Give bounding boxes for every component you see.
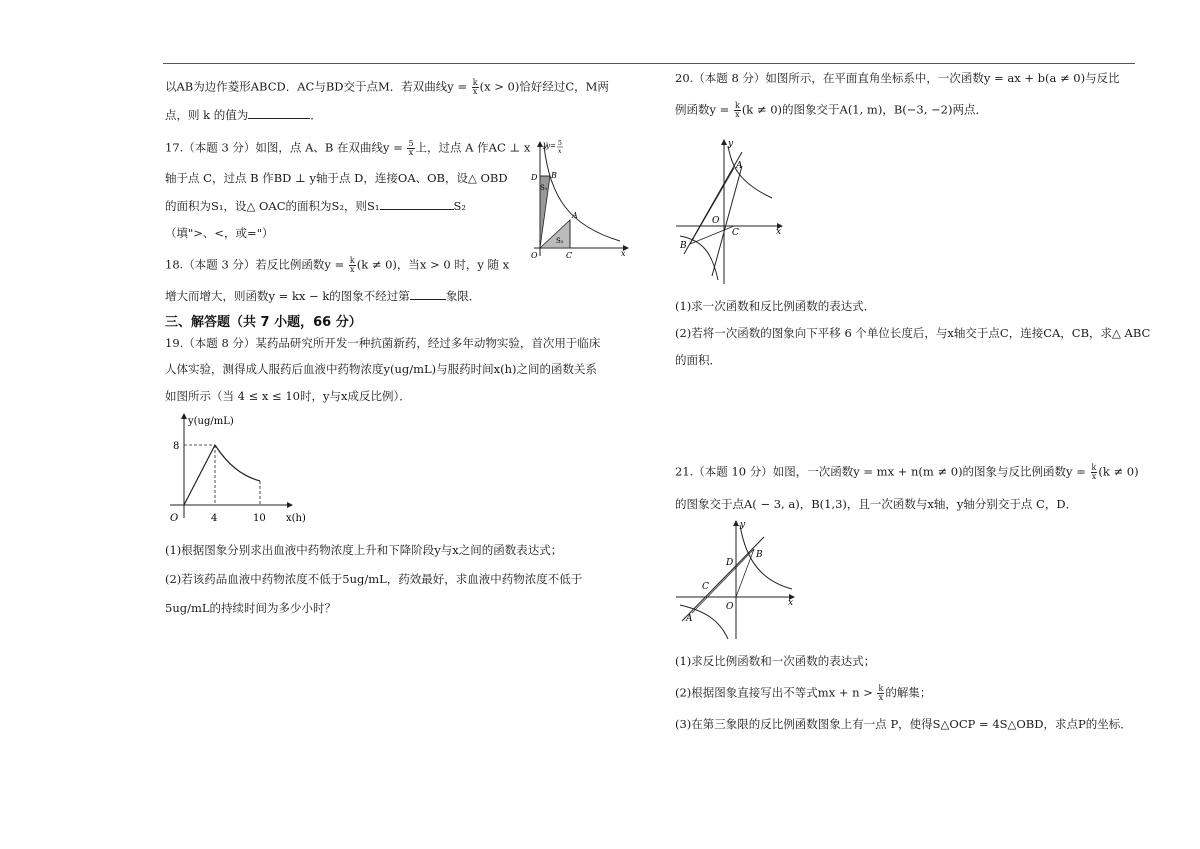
- fig19-ylabel: y(ug/mL): [188, 416, 234, 427]
- hyperbola-curve: [544, 146, 620, 241]
- rising-segment: [184, 445, 215, 505]
- fraction: $\frac{k}{x}$: [1091, 463, 1097, 481]
- triangle-oac: [540, 220, 570, 248]
- answer-blank[interactable]: [248, 107, 310, 119]
- fig17-eq: y=: [546, 142, 556, 150]
- q17-line1: 17.（本题 3 分）如图，点 A、B 在双曲线y = $\frac{5}{x}$ 上，过点 A 作AC ⊥ x: [165, 139, 531, 157]
- fig17-label-s2: S₂: [556, 237, 564, 245]
- q17-line3: 的面积为S₁，设△ OAC的面积为S₂，则S₁ S₂: [165, 199, 466, 213]
- q20-line2: 例函数y = $\frac{k}{x}$ (k ≠ 0)的图象交于A(1, m)，B(−3, −2)两点．: [675, 101, 987, 119]
- fig21-label-b: B: [756, 550, 763, 560]
- q21-line1: 21.（本题 10 分）如图，一次函数y = mx + n(m ≠ 0)的图象与反比例函数y = $\frac{k}{x}$ (k ≠ 0): [675, 463, 1139, 481]
- q20-sub2: (2)若将一次函数的图象向下平移 6 个单位长度后，与x轴交于点C，连接CA，CB，求△ ABC: [675, 326, 1151, 340]
- q19-line2: 人体实验，测得成人服药后血液中药物浓度y(ug/mL)与服药时间x(h)之间的函数关系: [165, 362, 598, 376]
- fig17-label-b: B: [551, 171, 557, 180]
- fig17-eq-den: x: [558, 148, 562, 155]
- fig17-label-x: x: [621, 249, 626, 258]
- fig20-label-y: y: [728, 139, 734, 149]
- fraction: $\frac{k}{x}$: [734, 101, 740, 119]
- segment-ba: [690, 168, 734, 244]
- fig20-label-x: x: [776, 227, 782, 237]
- fig17-eq-num: 5: [558, 140, 562, 147]
- q19-sub2b: 5ug/mL的持续时间为多少小时？: [165, 601, 336, 615]
- q21-sub1: (1)求反比例函数和一次函数的表达式；: [675, 654, 876, 668]
- linear-line: [682, 537, 764, 621]
- fig21-label-o: O: [726, 602, 734, 612]
- figure-q20: [672, 136, 790, 288]
- fig17-label-d: D: [531, 173, 538, 182]
- header-rule: [163, 63, 1135, 64]
- q21-line2: 的图象交于点A( − 3, a)，B(1,3)，且一次函数与x轴，y轴分别交于点 C，D．: [675, 497, 1078, 511]
- q21-sub3: (3)在第三象限的反比例函数图象上有一点 P，使得S△OCP = 4S△OBD，求点P的坐标．: [675, 717, 1132, 731]
- q19-line3: 如图所示（当 4 ≤ x ≤ 10时，y与x成反比例）．: [165, 389, 411, 403]
- fig21-label-d: D: [726, 558, 734, 568]
- q21-sub2: (2)根据图象直接写出不等式mx + n > $\frac{k}{x}$ 的解集；: [675, 684, 932, 702]
- segment-ab: [692, 549, 754, 613]
- figure-q21: [672, 517, 802, 643]
- fig17-label-a: A: [572, 211, 578, 220]
- answer-blank[interactable]: [410, 288, 446, 300]
- fig17-label-c: C: [566, 251, 573, 260]
- fraction: $\frac{5}{x}$: [408, 139, 414, 157]
- fig20-label-a: A: [736, 161, 743, 171]
- hyperbola-q1: [740, 525, 792, 589]
- fig20-label-o: O: [712, 216, 720, 226]
- fig20-label-c: C: [732, 228, 739, 238]
- fig21-label-c: C: [702, 582, 709, 592]
- q16-line1: 以AB为边作菱形ABCD．AC与BD交于点M．若双曲线y = $\frac{k}{x}$ (x > 0)恰好经过C，M两: [165, 78, 609, 96]
- fig19-xlabel: x(h): [286, 513, 306, 524]
- answer-blank[interactable]: [380, 198, 454, 210]
- falling-curve: [215, 445, 260, 481]
- fig19-origin: O: [170, 513, 179, 524]
- q20-sub2b: 的面积．: [675, 353, 721, 367]
- segment-bc: [690, 226, 734, 244]
- fig19-xtick-4: 4: [211, 513, 218, 524]
- fig21-label-x: x: [788, 598, 794, 608]
- hyperbola-q1: [728, 146, 772, 198]
- q18-line1: 18.（本题 3 分）若反比例函数y = $\frac{k}{x}$ (k ≠ 0)，当x > 0 时，y 随 x: [165, 256, 510, 274]
- q19-sub2: (2)若该药品血液中药物浓度不低于5ug/mL，药效最好，求血液中药物浓度不低于: [165, 572, 583, 586]
- figure-q17: [520, 138, 632, 262]
- figure-q19: [162, 410, 312, 526]
- fig17-label-s1: S₁: [540, 184, 548, 192]
- q16-line2: 点，则 k 的值为 ．: [165, 108, 322, 122]
- q19-line1: 19.（本题 8 分）某药品研究所开发一种抗菌新药，经过多年动物实验，首次用于临床: [165, 336, 601, 350]
- fig17-label-y: y: [543, 140, 548, 149]
- q20-line1: 20.（本题 8 分）如图所示，在平面直角坐标系中，一次函数y = ax + b(a ≠ 0)与反比: [675, 71, 1120, 85]
- fig20-label-b: B: [680, 241, 687, 251]
- q19-sub1: (1)根据图象分别求出血液中药物浓度上升和下降阶段y与x之间的函数表达式；: [165, 543, 563, 557]
- fig17-label-o: O: [531, 251, 538, 260]
- fig21-label-a: A: [686, 614, 693, 624]
- section-heading: 三、解答题（共 7 小题，66 分）: [165, 315, 362, 330]
- q18-line2: 增大而增大，则函数y = kx − k的图象不经过第 象限．: [165, 289, 481, 303]
- fig19-ytick-8: 8: [173, 441, 180, 452]
- q17-line4: （填">、<，或="）: [165, 226, 274, 240]
- q20-sub1: (1)求一次函数和反比例函数的表达式．: [675, 299, 876, 313]
- fig19-xtick-10: 10: [253, 513, 266, 524]
- fraction: $\frac{k}{x}$: [878, 684, 884, 702]
- fig21-label-y: y: [740, 520, 746, 530]
- q17-line2: 轴于点 C，过点 B 作BD ⊥ y轴于点 D，连接OA、OB，设△ OBD: [165, 171, 508, 185]
- fraction: $\frac{k}{x}$: [472, 78, 478, 96]
- fraction: $\frac{k}{x}$: [349, 256, 355, 274]
